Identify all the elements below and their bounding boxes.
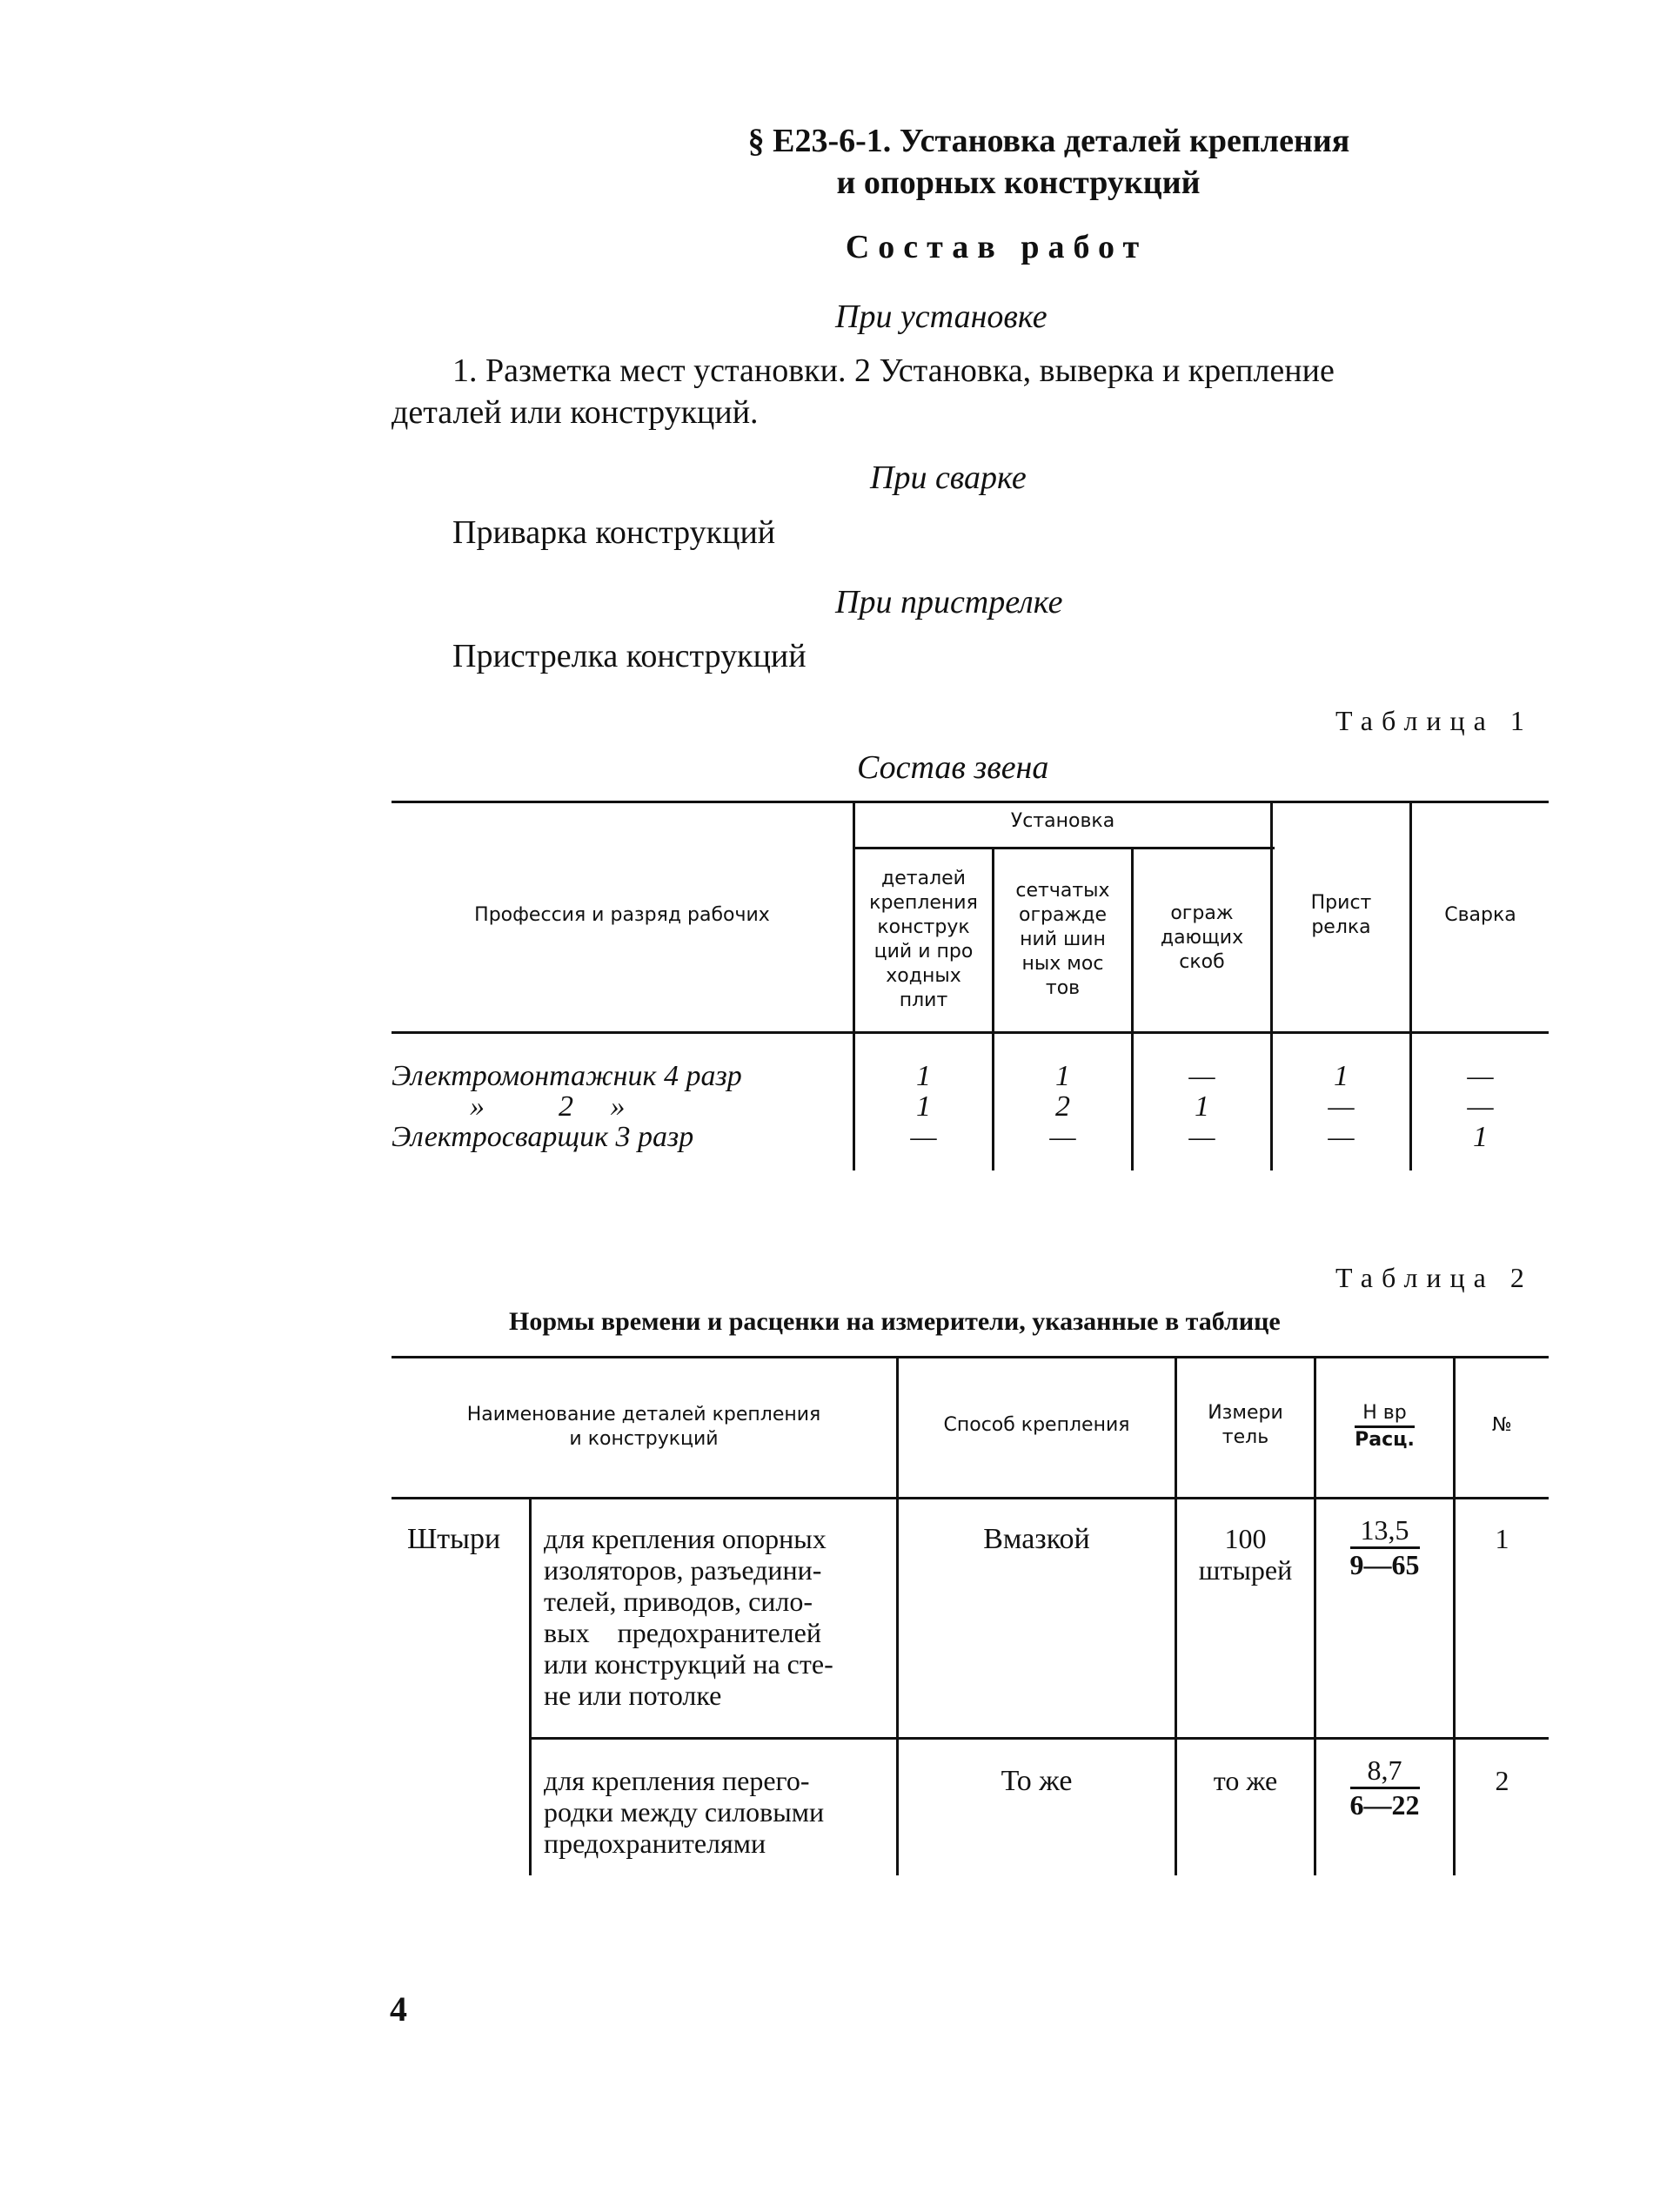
t1-r1-c4: 1 <box>1334 1060 1349 1092</box>
t2-row1-no: 1 <box>1495 1523 1509 1554</box>
install-text-line1: 1. Разметка мест установки. 2 Установка, выверка и крепление <box>452 352 1335 389</box>
t2-header-method: Способ крепления <box>943 1414 1130 1436</box>
t2-row1-method: Вмазкой <box>983 1523 1090 1555</box>
table1-label: Таблица 1 <box>1335 705 1533 736</box>
t1-r2-c3: 1 <box>1195 1090 1209 1123</box>
t1-r2-c1: 1 <box>916 1090 931 1123</box>
t1-header-install: Установка <box>1010 810 1115 832</box>
t1-r1-c3: — <box>1188 1060 1215 1092</box>
welding-text: Приварка конструкций <box>452 514 776 551</box>
t1-r3-c5: 1 <box>1473 1121 1488 1153</box>
install-text-line2: деталей или конструкций. <box>392 394 759 431</box>
shooting-text: Пристрелка конструкций <box>452 638 807 674</box>
t1-row2-profession: » 2 » <box>470 1090 626 1123</box>
t1-header-shoot: Прист релка <box>1310 892 1372 938</box>
section-heading-line2: и опорных конструкций <box>836 164 1201 201</box>
t2-row2-method: То же <box>1001 1765 1073 1797</box>
t1-r1-c5: — <box>1467 1060 1494 1092</box>
t1-sub2: сетчатых огражде ний шин ных мос тов <box>1015 880 1110 999</box>
page-number: 4 <box>390 1989 407 2029</box>
table1-caption: Состав звена <box>857 749 1049 786</box>
t1-header-profession: Профессия и разряд рабочих <box>474 904 770 926</box>
t1-r2-c2: 2 <box>1055 1090 1070 1123</box>
t2-row2-desc: для крепления перего- родки между силовыми предохранителями <box>544 1765 825 1859</box>
t2-group-label: Штыри <box>407 1523 501 1555</box>
t2-header-unit: Измери тель <box>1208 1402 1283 1448</box>
t2-row1-unit: 100 штырей <box>1198 1523 1293 1586</box>
section-heading-line1: § Е23-6-1. Установка деталей крепления <box>747 123 1350 159</box>
subtitle-welding: При сварке <box>870 459 1027 496</box>
table2-label: Таблица 2 <box>1335 1262 1533 1293</box>
t1-header-weld: Сварка <box>1444 904 1516 926</box>
t1-r2-c4: — <box>1328 1090 1355 1123</box>
composition-title: Состав работ <box>845 229 1148 265</box>
t1-row1-profession: Электромонтажник 4 разр <box>392 1060 742 1092</box>
t1-r1-c1: 1 <box>916 1060 931 1092</box>
t2-row1-desc: для крепления опорных изоляторов, разъедини- телей, приводов, сило- вых предохранителей или конструкций на сте- не или потолке <box>544 1523 833 1711</box>
subtitle-install: При установке <box>835 298 1047 335</box>
t2-header-name: Наименование деталей крепления и конструкций <box>466 1404 821 1450</box>
t2-row2-norm: $\frac{8,7}{6—22}$ <box>1349 1754 1420 1821</box>
t1-r3-c3: — <box>1188 1121 1215 1153</box>
t1-r3-c1: — <box>910 1121 937 1153</box>
t1-r1-c2: 1 <box>1055 1060 1070 1092</box>
t1-row3-profession: Электросварщик 3 разр <box>392 1121 694 1153</box>
t2-row2-no: 2 <box>1495 1765 1509 1796</box>
t1-sub3: ограж дающих скоб <box>1160 902 1244 973</box>
t1-r3-c2: — <box>1049 1121 1076 1153</box>
t2-header-norm: $\frac{\text{Н вр}}{\text{Расц.}}$ <box>1355 1402 1415 1451</box>
table2-caption: Нормы времени и расценки на измерители, указанные в таблице <box>509 1307 1281 1336</box>
t1-r3-c4: — <box>1328 1121 1355 1153</box>
t2-header-no: № <box>1492 1414 1512 1436</box>
t1-sub1: деталей крепления конструк ций и про ходных плит <box>869 868 978 1011</box>
subtitle-shooting: При пристрелке <box>835 584 1063 620</box>
t2-row1-norm: $\frac{13,5}{9—65}$ <box>1349 1514 1420 1580</box>
t2-row2-unit: то же <box>1213 1765 1278 1796</box>
t1-r2-c5: — <box>1467 1090 1494 1123</box>
